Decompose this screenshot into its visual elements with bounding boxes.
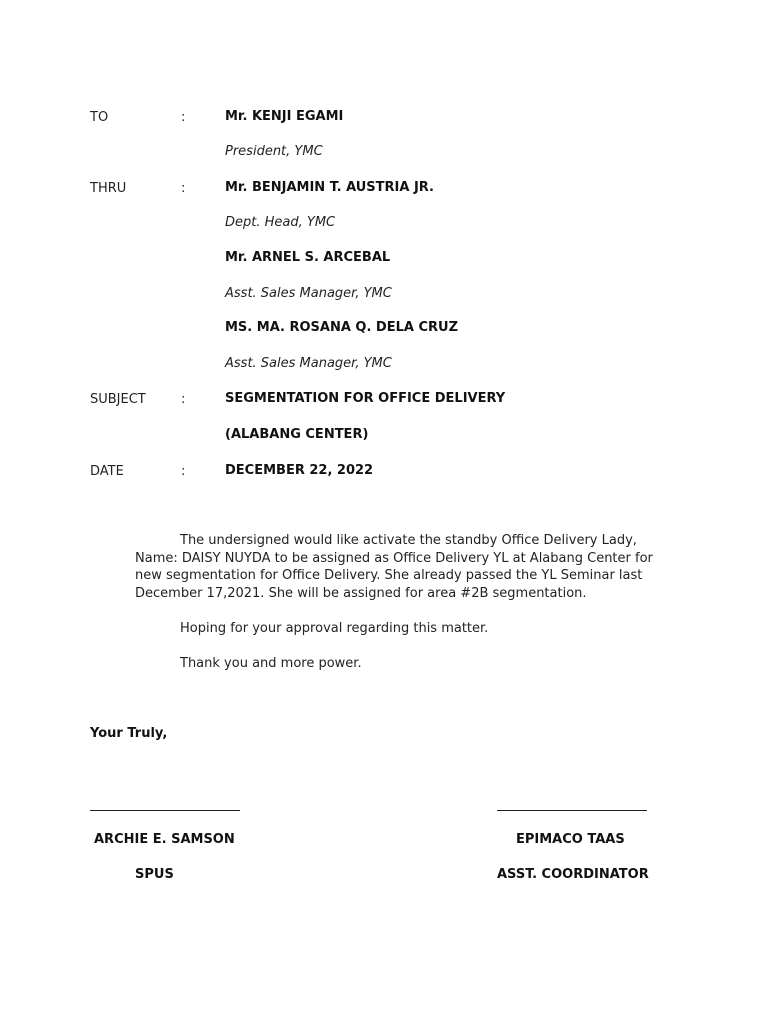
body-paragraph-2: Hoping for your approval regarding this matter. <box>180 621 489 636</box>
thru-title-1: Dept. Head, YMC <box>225 215 336 230</box>
thru-title-2: Asst. Sales Manager, YMC <box>225 286 392 301</box>
signatory-right-position: ASST. COORDINATOR <box>497 867 649 882</box>
body-paragraph-1 <box>135 532 655 602</box>
date-label: DATE <box>90 464 124 479</box>
thru-name-2: Mr. ARNEL S. ARCEBAL <box>225 250 391 265</box>
date-value: DECEMBER 22, 2022 <box>225 463 374 478</box>
signatory-right-name: EPIMACO TAAS <box>516 832 625 847</box>
thru-label: THRU <box>90 181 127 196</box>
subject-colon: : <box>181 392 186 407</box>
signature-line-left <box>90 810 240 811</box>
subject-line-2: (ALABANG CENTER) <box>225 427 369 442</box>
thru-name-1: Mr. BENJAMIN T. AUSTRIA JR. <box>225 180 434 195</box>
body-paragraph-1-text: The undersigned would like activate the standby Office Delivery Lady, Name: DAISY NUYDA to be assigned as Office Delivery YL at Alabang Center for new segmentation for Office Delivery. She already passed the YL Seminar last December 17,2021. She will be assigned for area #2B segmentation. <box>135 533 653 601</box>
signatory-left-position: SPUS <box>135 867 174 882</box>
to-recipient-name: Mr. KENJI EGAMI <box>225 109 344 124</box>
body-paragraph-3: Thank you and more power. <box>180 656 362 671</box>
to-recipient-title: President, YMC <box>225 144 323 159</box>
subject-label: SUBJECT <box>90 392 146 407</box>
thru-title-3: Asst. Sales Manager, YMC <box>225 356 392 371</box>
date-colon: : <box>181 464 186 479</box>
subject-line-1: SEGMENTATION FOR OFFICE DELIVERY <box>225 391 506 406</box>
closing-salutation: Your Truly, <box>90 726 168 741</box>
thru-name-3: MS. MA. ROSANA Q. DELA CRUZ <box>225 320 459 335</box>
thru-colon: : <box>181 181 186 196</box>
signature-line-right <box>497 810 647 811</box>
signatory-left-name: ARCHIE E. SAMSON <box>94 832 235 847</box>
to-colon: : <box>181 110 186 125</box>
to-label: TO <box>90 110 109 125</box>
